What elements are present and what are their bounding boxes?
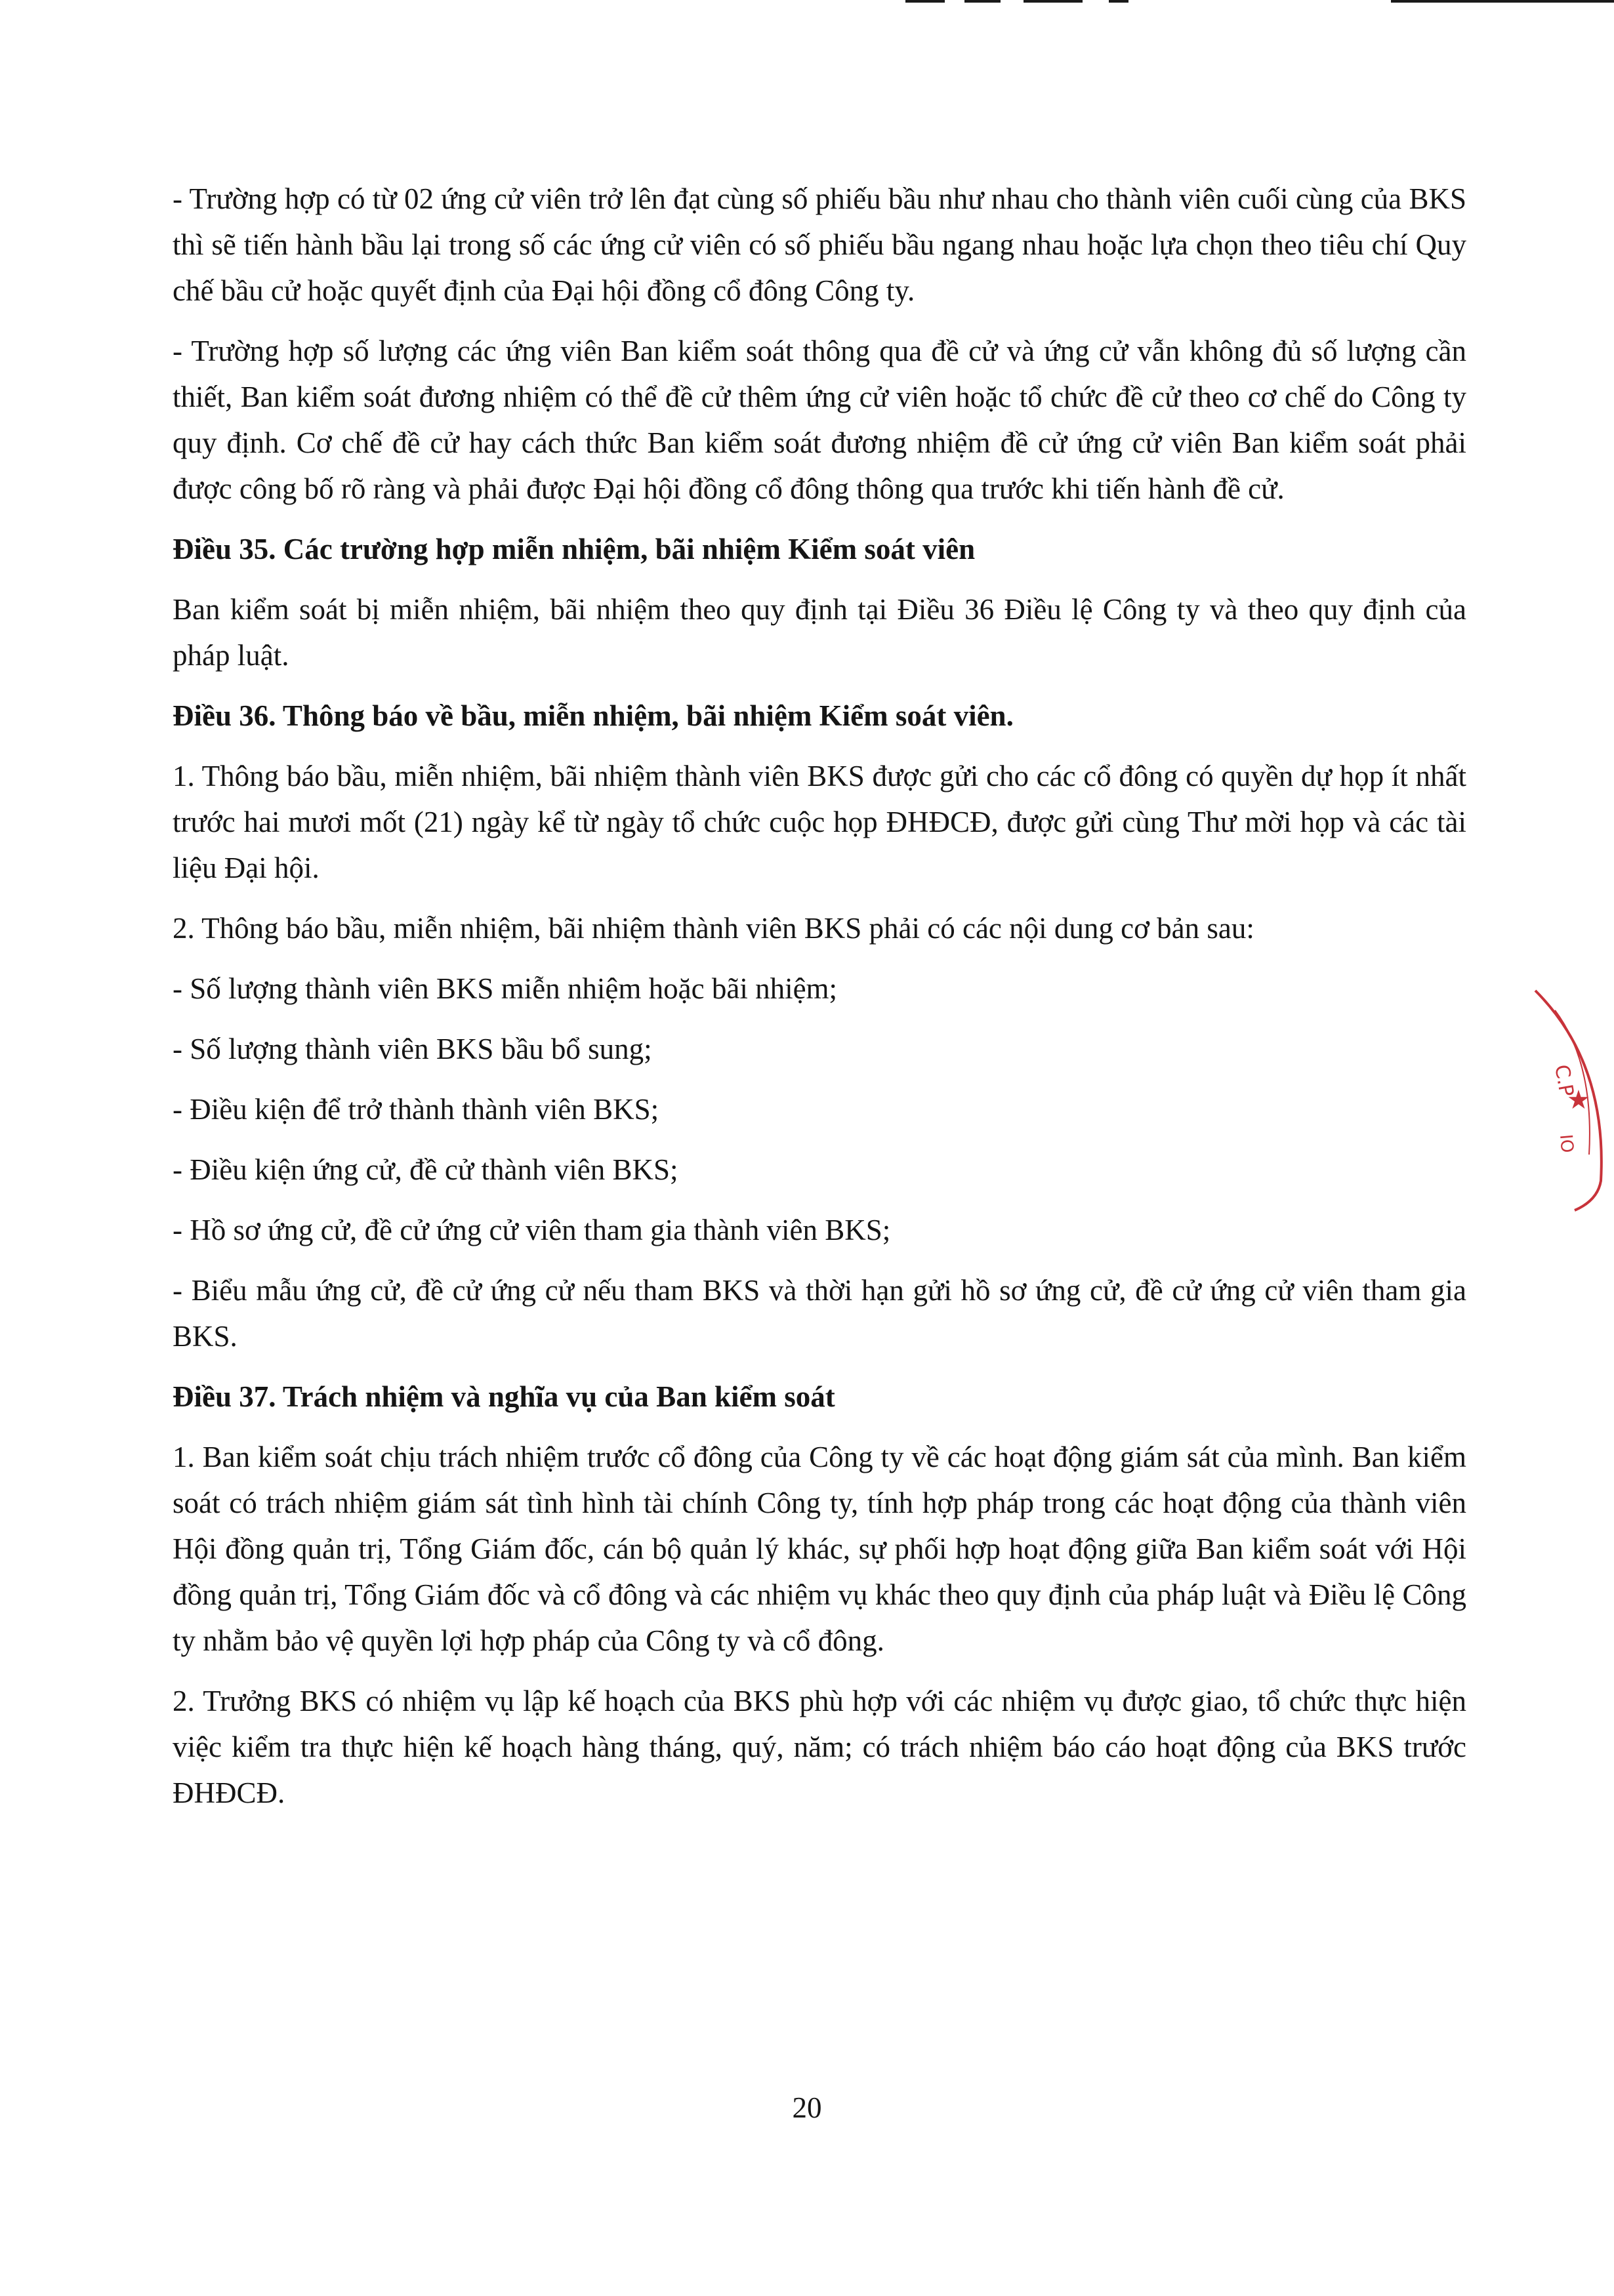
page-number: 20	[792, 2091, 822, 2124]
list-item: - Điều kiện ứng cử, đề cử thành viên BKS;	[173, 1153, 678, 1186]
red-seal-stamp-fragment	[1529, 984, 1614, 1220]
article-37-heading: Điều 37. Trách nhiệm và nghĩa vụ của Ban kiểm soát	[173, 1380, 835, 1413]
scan-edge-mark	[1024, 0, 1083, 3]
list-item: - Số lượng thành viên BKS bầu bổ sung;	[173, 1033, 652, 1065]
list-item: - Biểu mẫu ứng cử, đề cử ứng cử nếu tham BKS và thời hạn gửi hồ sơ ứng cử, đề cử ứng cử viên tham gia BKS.	[173, 1274, 1466, 1353]
paragraph: 1. Thông báo bầu, miễn nhiệm, bãi nhiệm thành viên BKS được gửi cho các cổ đông có quyền dự họp ít nhất trước hai mươi mốt (21) ngày kể từ ngày tổ chức cuộc họp ĐHĐCĐ, được gửi cùng Thư mời họp và các tài liệu Đại hội.	[173, 760, 1466, 884]
scan-edge-mark	[905, 0, 945, 3]
article-36-heading: Điều 36. Thông báo về bầu, miễn nhiệm, bãi nhiệm Kiểm soát viên.	[173, 699, 1014, 732]
paragraph: 1. Ban kiểm soát chịu trách nhiệm trước cổ đông của Công ty về các hoạt động giám sát của mình. Ban kiểm soát có trách nhiệm giám sát tình hình tài chính Công ty, tính hợp pháp trong các hoạt động của thành viên Hội đồng quản trị, Tổng Giám đốc, cán bộ quản lý khác, sự phối hợp hoạt động giữa Ban kiểm soát với Hội đồng quản trị, Tổng Giám đốc và cổ đông và các nhiệm vụ khác theo quy định của pháp luật và Điều lệ Công ty nhằm bảo vệ quyền lợi hợp pháp của Công ty và cổ đông.	[173, 1441, 1466, 1657]
paragraph: 2. Thông báo bầu, miễn nhiệm, bãi nhiệm thành viên BKS phải có các nội dung cơ bản sau:	[173, 912, 1254, 945]
paragraph: 2. Trưởng BKS có nhiệm vụ lập kế hoạch của BKS phù hợp với các nhiệm vụ được giao, tổ chức thực hiện việc kiểm tra thực hiện kế hoạch hàng tháng, quý, năm; có trách nhiệm báo cáo hoạt động của BKS trước ĐHĐCĐ.	[173, 1685, 1466, 1809]
list-item: - Điều kiện để trở thành thành viên BKS;	[173, 1093, 659, 1126]
list-item: - Hồ sơ ứng cử, đề cử ứng cử viên tham gia thành viên BKS;	[173, 1214, 891, 1246]
stamp-text: IO	[1556, 1133, 1577, 1154]
list-item: - Số lượng thành viên BKS miễn nhiệm hoặc bãi nhiệm;	[173, 972, 838, 1005]
paragraph: Ban kiểm soát bị miễn nhiệm, bãi nhiệm theo quy định tại Điều 36 Điều lệ Công ty và theo quy định của pháp luật.	[173, 593, 1466, 672]
stamp-text: C.P	[1550, 1063, 1579, 1099]
document-body	[173, 176, 1466, 1830]
paragraph: - Trường hợp có từ 02 ứng cử viên trở lên đạt cùng số phiếu bầu như nhau cho thành viên cuối cùng của BKS thì sẽ tiến hành bầu lại trong số các ứng cử viên có số phiếu bầu ngang nhau hoặc lựa chọn theo tiêu chí Quy chế bầu cử hoặc quyết định của Đại hội đồng cổ đông Công ty.	[173, 182, 1466, 307]
paragraph: - Trường hợp số lượng các ứng viên Ban kiểm soát thông qua đề cử và ứng cử vẫn không đủ số lượng cần thiết, Ban kiểm soát đương nhiệm có thể đề cử thêm ứng cử viên hoặc tổ chức đề cử theo cơ chế do Công ty quy định. Cơ chế đề cử hay cách thức Ban kiểm soát đương nhiệm đề cử ứng cử viên Ban kiểm soát phải được công bố rõ ràng và phải được Đại hội đồng cổ đông thông qua trước khi tiến hành đề cử.	[173, 335, 1466, 505]
scan-edge-mark	[1391, 0, 1614, 3]
star-icon: ★	[1567, 1085, 1590, 1115]
scan-edge-mark	[964, 0, 1001, 3]
scan-edge-mark	[1109, 0, 1128, 3]
article-35-heading: Điều 35. Các trường hợp miễn nhiệm, bãi nhiệm Kiểm soát viên	[173, 533, 976, 565]
